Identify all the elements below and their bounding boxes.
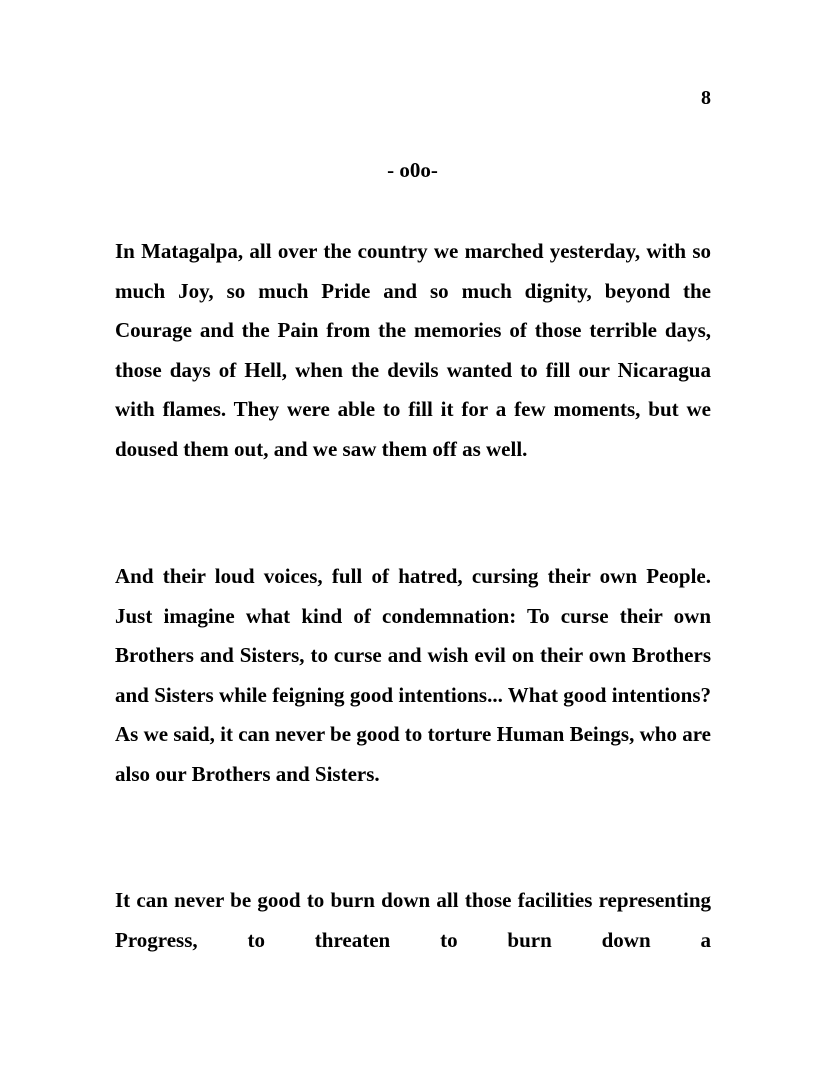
- paragraph-1: In Matagalpa, all over the country we marched yesterday, with so much Joy, so much Pride and so much dignity, beyond the Courage and the Pain from the memories of those terrible days, those days of Hell, when the devils wanted to fill our Nicaragua with flames. They were able to fill it for a few moments, but we doused them out, and we saw them off as well.: [115, 239, 711, 461]
- section-separator: - o0o-: [387, 158, 438, 182]
- page-number: 8: [701, 87, 711, 109]
- paragraph-3: It can never be good to burn down all those facilities representing Progress, to threaten to burn down a: [115, 888, 711, 952]
- paragraph-2: And their loud voices, full of hatred, cursing their own People. Just imagine what kind of condemnation: To curse their own Brothers and Sisters, to curse and wish evil on their own Brothers and Sisters while feigning good intentions... What good intentions? As we said, it can never be good to torture Human Beings, who are also our Brothers and Sisters.: [115, 564, 711, 786]
